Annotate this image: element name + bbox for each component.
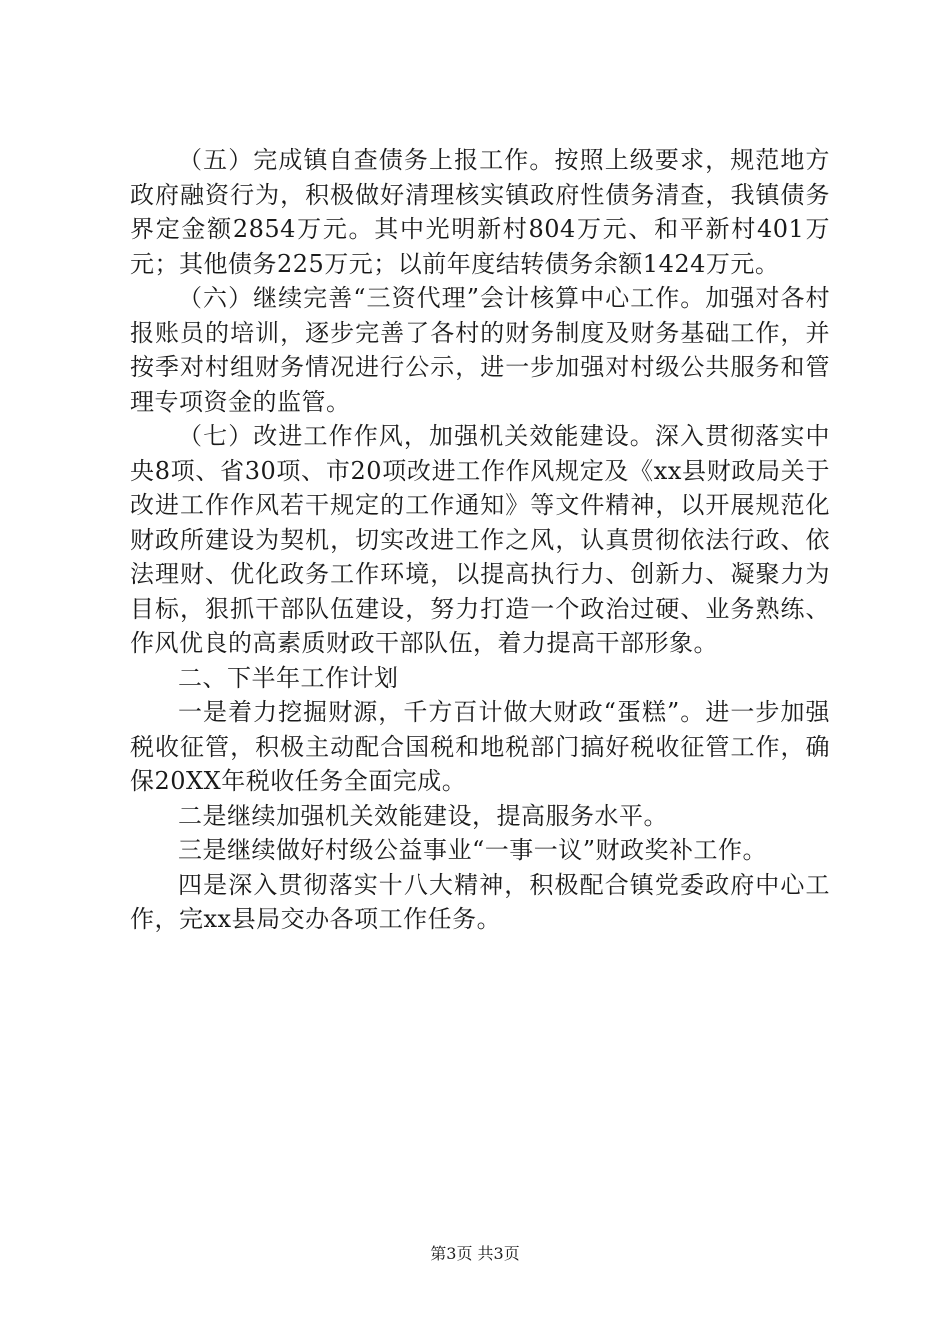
paragraph-plan-4: 四是深入贯彻落实十八大精神，积极配合镇党委政府中心工作，完xx县局交办各项工作任务。 (130, 870, 830, 933)
paragraph-plan-3: 三是继续做好村级公益事业“一事一议”财政奖补工作。 (178, 836, 768, 864)
paragraph-debt-report: （五）完成镇自查债务上报工作。按照上级要求，规范地方政府融资行为，积极做好清理核实镇政府性债务清查，我镇债务界定金额2854万元。其中光明新村804万元、和平新村401万元；其他债务225万元；以前年度结转债务余额1424万元。 (130, 146, 830, 278)
paragraph-work-style: （七）改进工作作风，加强机关效能建设。深入贯彻落实中央8项、省30项、市20项改进工作作风规定及《xx县财政局关于改进工作作风若干规定的工作通知》等文件精神，以开展规范化财政所建设为契机，切实改进工作之风，认真贯彻依法行政、依法理财、优化政务工作环境，以提高执行力、创新力、凝聚力为目标，狠抓干部队伍建设，努力打造一个政治过硬、业务熟练、作风优良的高素质财政干部队伍，着力提高干部形象。 (130, 422, 830, 657)
paragraph-plan-2: 二是继续加强机关效能建设，提高服务水平。 (178, 801, 668, 830)
page-footer: 第3页 共3页 (430, 1244, 520, 1263)
paragraph-plan-1: 一是着力挖掘财源，千方百计做大财政“蛋糕”。进一步加强税收征管，积极主动配合国税和地税部门搞好税收征管工作，确保20XX年税收任务全面完成。 (130, 698, 830, 795)
document-body (130, 143, 830, 937)
section-heading-plan: 二、下半年工作计划 (178, 663, 399, 692)
paragraph-accounting-center: （六）继续完善“三资代理”会计核算中心工作。加强对各村报账员的培训，逐步完善了各村的财务制度及财务基础工作，并按季对村组财务情况进行公示，进一步加强对村级公共服务和管理专项资金的监管。 (130, 284, 830, 416)
